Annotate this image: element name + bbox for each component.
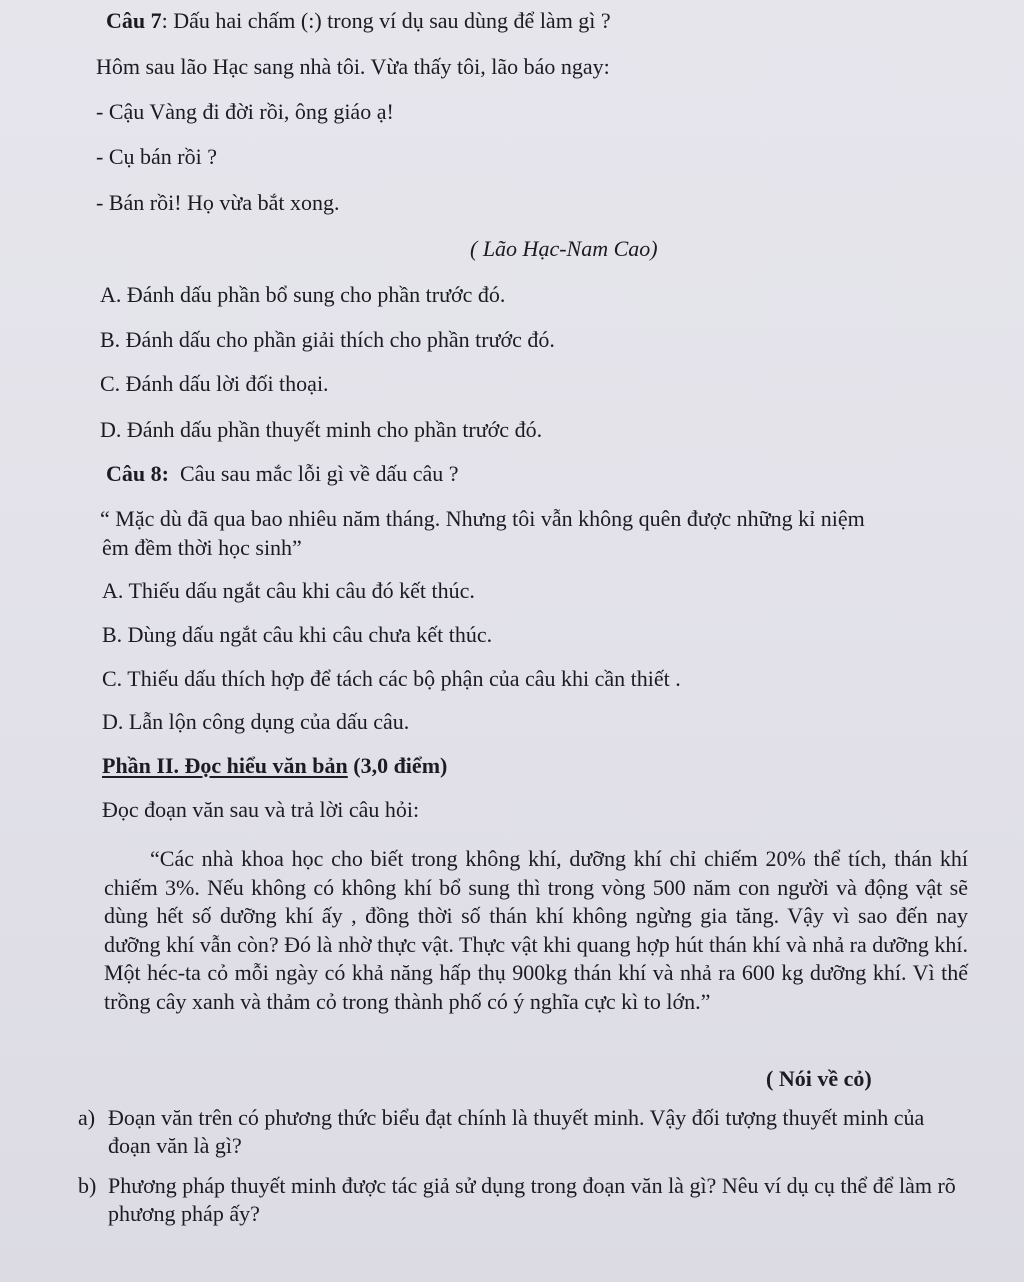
q7-option-b: B. Đánh dấu cho phần giải thích cho phần trước đó. — [100, 327, 555, 352]
q7-passage-line-4: - Bán rồi! Họ vừa bắt xong. — [96, 190, 340, 215]
q8-text: Câu sau mắc lỗi gì về dấu câu ? — [179, 461, 459, 486]
part2-instruction: Đọc đoạn văn sau và trả lời câu hỏi: — [102, 797, 420, 822]
question-a — [78, 1104, 968, 1162]
q7-passage-line-3: - Cụ bán rồi ? — [96, 144, 217, 169]
q8-option-c: C. Thiếu dấu thích hợp để tách các bộ phận của câu khi cần thiết . — [102, 666, 681, 691]
q7-source: ( Lão Hạc-Nam Cao) — [470, 236, 658, 261]
question-a-text: Đoạn văn trên có phương thức biểu đạt chính là thuyết minh. Vậy đối tượng thuyết minh của đoạn văn là gì? — [108, 1105, 925, 1158]
q8-label: Câu 8: — [106, 461, 169, 486]
q8-option-a: A. Thiếu dấu ngắt câu khi câu đó kết thúc. — [102, 578, 475, 603]
part2-title — [102, 753, 447, 779]
question-b — [78, 1172, 968, 1230]
reading-paragraph-text: “Các nhà khoa học cho biết trong không khí, dưỡng khí chỉ chiếm 20% thể tích, thán khí chiếm 3%. Nếu không có không khí bổ sung thì trong vòng 500 năm con người và động vật sẽ dùng hết số dưỡng khí ấy , đồng thời số thán khí không ngừng gia tăng. Vậy vì sao đến nay dưỡng khí vẫn còn? Đó là nhờ thực vật. Thực vật khi quang hợp hút thán khí và nhả ra dưỡng khí. Một héc-ta cỏ mỗi ngày có khả năng hấp thụ 900kg thán khí và nhả ra 600 kg dưỡng khí. Vì thế trồng cây xanh và thảm cỏ trong thành phố có ý nghĩa cực kì to lớn.” — [104, 846, 968, 1014]
q7-passage-line-1: Hôm sau lão Hạc sang nhà tôi. Vừa thấy tôi, lão báo ngay: — [96, 54, 610, 79]
question-a-label: a) — [78, 1105, 96, 1130]
q8-quote-line-1: “ Mặc dù đã qua bao nhiêu năm tháng. Nhưng tôi vẫn không quên được những kỉ niệm — [100, 506, 865, 531]
q8-title — [106, 461, 459, 487]
q7-option-a: A. Đánh dấu phần bổ sung cho phần trước đó. — [100, 282, 506, 307]
q8-quote-line-2: êm đềm thời học sinh” — [102, 535, 302, 560]
reading-source: ( Nói về cỏ) — [766, 1066, 872, 1091]
q8-option-b: B. Dùng dấu ngắt câu khi câu chưa kết thúc. — [102, 622, 493, 647]
q7-option-c: C. Đánh dấu lời đối thoại. — [100, 371, 329, 396]
reading-paragraph — [104, 845, 968, 1017]
part2-points: (3,0 điểm) — [353, 753, 448, 778]
q7-title — [106, 8, 611, 34]
question-b-text: Phương pháp thuyết minh được tác giả sử dụng trong đoạn văn là gì? Nêu ví dụ cụ thể để làm rõ phương pháp ấy? — [108, 1173, 956, 1226]
q7-option-d: D. Đánh dấu phần thuyết minh cho phần trước đó. — [100, 417, 543, 442]
q7-passage-line-2: - Cậu Vàng đi đời rồi, ông giáo ạ! — [96, 99, 394, 124]
q7-label: Câu 7 — [106, 8, 162, 33]
q8-option-d: D. Lẫn lộn công dụng của dấu câu. — [102, 709, 410, 734]
question-b-label: b) — [78, 1173, 97, 1198]
q7-text: : Dấu hai chấm (:) trong ví dụ sau dùng để làm gì ? — [161, 8, 611, 33]
part2-heading: Phần II. Đọc hiểu văn bản — [102, 753, 348, 778]
